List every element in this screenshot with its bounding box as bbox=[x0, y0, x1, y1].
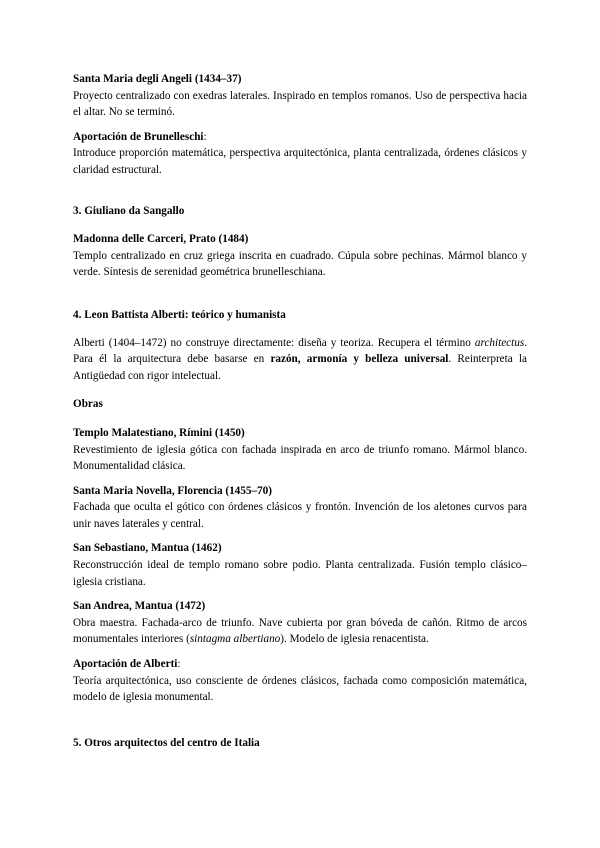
heading-san-sebastiano: San Sebastiano, Mantua (1462) bbox=[73, 542, 222, 555]
spacer bbox=[73, 648, 527, 656]
spacer bbox=[73, 384, 527, 396]
alberti-text-2: . Para él la arquitectura debe basarse en bbox=[73, 336, 527, 366]
alberti-bold-principles: razón, armonía y belleza universal bbox=[270, 353, 449, 366]
heading-templo-malatestiano: Templo Malatestiano, Rímini (1450) bbox=[73, 426, 245, 439]
document-body bbox=[73, 71, 527, 751]
heading-aportacion-alberti-line bbox=[73, 656, 527, 673]
paragraph-aportacion-brunelleschi: Introduce proporción matemática, perspectiva arquitectónica, planta centralizada, órdenes clásicos y claridad estructural. bbox=[73, 147, 527, 176]
section-title-3: 3. Giuliano da Sangallo bbox=[73, 204, 185, 217]
alberti-text-1: Alberti (1404–1472) no construye directamente: diseña y teoriza. Recupera el término bbox=[73, 336, 475, 349]
heading-madonna-delle-carceri: Madonna delle Carceri, Prato (1484) bbox=[73, 233, 249, 246]
paragraph-santa-maria-degli-angeli: Proyecto centralizado con exedras laterales. Inspirado en templos romanos. Uso de perspectiva hacia el altar. No se terminó. bbox=[73, 89, 527, 119]
spacer bbox=[73, 413, 527, 425]
paragraph-alberti-intro bbox=[73, 335, 527, 385]
section-title-5: 5. Otros arquitectos del centro de Italia bbox=[73, 736, 260, 749]
paragraph-san-sebastiano: Reconstrucción ideal de templo romano sobre podio. Planta centralizada. Fusión templo clásico–iglesia cristiana. bbox=[73, 559, 527, 588]
paragraph-santa-maria-novella: Fachada que oculta el gótico con órdenes clásicos y frontón. Invención de los aletones curvos para unir naves laterales y central. bbox=[73, 501, 527, 530]
heading-aportacion-alberti: Aportación de Alberti bbox=[73, 658, 178, 671]
spacer bbox=[73, 179, 527, 203]
spacer bbox=[73, 324, 527, 335]
alberti-italic-architectus: architectus bbox=[474, 336, 525, 349]
heading-santa-maria-degli-angeli: Santa Maria degli Angeli (1434–37) bbox=[73, 73, 242, 85]
heading-san-andrea: San Andrea, Mantua (1472) bbox=[73, 600, 206, 613]
paragraph-templo-malatestiano: Revestimiento de iglesia gótica con fachada inspirada en arco de triunfo romano. Mármol blanco. Monumentalidad clásica. bbox=[73, 443, 527, 473]
spacer bbox=[73, 121, 527, 129]
heading-santa-maria-novella: Santa Maria Novella, Florencia (1455–70) bbox=[73, 484, 272, 497]
san-andrea-text-2: ). Modelo de iglesia renacentista. bbox=[280, 633, 429, 646]
subsection-obras: Obras bbox=[73, 398, 103, 411]
paragraph-san-andrea bbox=[73, 615, 527, 648]
san-andrea-italic-sintagma: sintagma albertiano bbox=[189, 633, 281, 646]
san-andrea-text-1: Obra maestra. Fachada-arco de triunfo. Nave cubierta por gran bóveda de cañón. Ritmo de arcos monumentales interiores ( bbox=[73, 616, 527, 646]
spacer bbox=[73, 219, 527, 231]
section-title-4: 4. Leon Battista Alberti: teórico y humanista bbox=[73, 308, 286, 321]
heading-aportacion-brunelleschi: Aportación de Brunelleschi bbox=[73, 130, 204, 143]
spacer bbox=[73, 281, 527, 307]
heading-aportacion-brunelleschi-line bbox=[73, 129, 527, 146]
spacer bbox=[73, 590, 527, 598]
spacer bbox=[73, 706, 527, 735]
paragraph-aportacion-alberti: Teoría arquitectónica, uso consciente de órdenes clásicos, fachada como composición matemática, modelo de iglesia monumental. bbox=[73, 674, 527, 704]
spacer bbox=[73, 475, 527, 483]
heading-colon: : bbox=[177, 658, 181, 671]
alberti-text-3: . Reinterpreta la Antigüedad con rigor intelectual. bbox=[73, 353, 527, 382]
paragraph-madonna-delle-carceri: Templo centralizado en cruz griega inscrita en cuadrado. Cúpula sobre pechinas. Mármol blanco y verde. Síntesis de serenidad geométrica brunelleschiana. bbox=[73, 249, 527, 279]
spacer bbox=[73, 532, 527, 540]
heading-colon: : bbox=[203, 130, 207, 143]
